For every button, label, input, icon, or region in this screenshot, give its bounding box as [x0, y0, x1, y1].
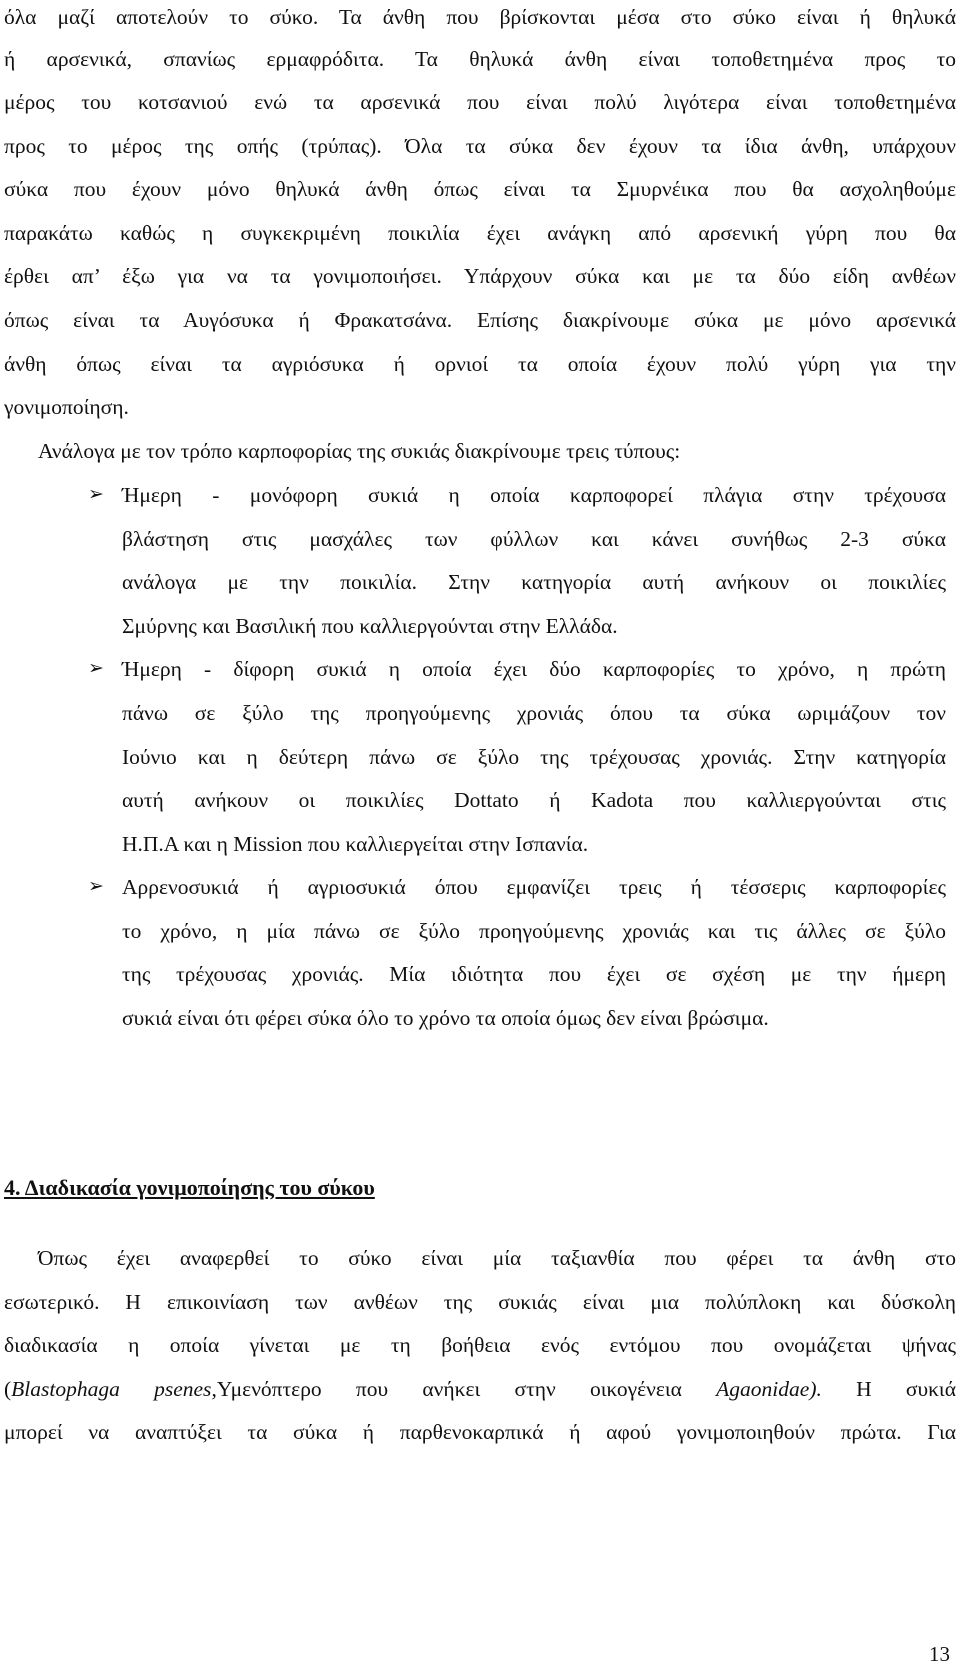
paragraph-text: ,Υμενόπτερο που ανήκει στην οικογένεια: [211, 1377, 717, 1401]
section-heading: 4. Διαδικασία γονιμοποίησης του σύκου: [4, 1175, 375, 1200]
page-number: 13: [929, 1642, 950, 1666]
paragraph-text: Η συκιά: [821, 1377, 956, 1401]
list-item-line: Σμύρνης και Βασιλική που καλλιεργούνται στην Ελλάδα.: [122, 614, 618, 638]
paragraph-line: σύκα που έχουν μόνο θηλυκά άνθη όπως είναι τα Σμυρνέικα που θα ασχοληθούμε: [4, 177, 956, 201]
list-item-line: βλάστηση στις μασχάλες των φύλλων και κάνει συνήθως 2-3 σύκα: [122, 527, 946, 551]
paragraph-line: άνθη όπως είναι τα αγριόσυκα ή ορνιοί τα οποία έχουν πολύ γύρη για την: [4, 352, 956, 376]
paragraph-line: όλα μαζί αποτελούν το σύκο. Τα άνθη που βρίσκονται μέσα στο σύκο είναι ή θηλυκά: [4, 5, 956, 29]
list-item-line: συκιά είναι ότι φέρει σύκα όλο το χρόνο τα οποία όμως δεν είναι βρώσιμα.: [122, 1006, 769, 1030]
paragraph-line: μέρος του κοτσανιού ενώ τα αρσενικά που είναι πολύ λιγότερα είναι τοποθετημένα: [4, 90, 956, 114]
arrow-bullet-icon: ➢: [88, 658, 104, 679]
arrow-bullet-icon: ➢: [88, 484, 104, 505]
list-item-line: Η.Π.Α και η Mission που καλλιεργείται στην Ισπανία.: [122, 832, 589, 856]
list-item-line: το χρόνο, η μία πάνω σε ξύλο προηγούμενης χρονιάς και τις άλλες σε ξύλο: [122, 919, 946, 943]
list-intro: Ανάλογα με τον τρόπο καρποφορίας της συκιάς διακρίνουμε τρεις τύπους:: [38, 439, 681, 463]
list-item-line: ανάλογα με την ποικιλία. Στην κατηγορία αυτή ανήκουν οι ποικιλίες: [122, 570, 946, 594]
paragraph-line: έρθει απ’ έξω για να τα γονιμοποιήσει. Υπάρχουν σύκα και με τα δύο είδη ανθέων: [4, 264, 956, 288]
paren-open: (: [4, 1377, 12, 1401]
paragraph-line: διαδικασία η οποία γίνεται με τη βοήθεια ενός εντόμου που ονομάζεται ψήνας: [4, 1333, 956, 1357]
paragraph-line: ή αρσενικά, σπανίως ερμαφρόδιτα. Τα θηλυκά άνθη είναι τοποθετημένα προς το: [4, 47, 956, 71]
paragraph-line: Όπως έχει αναφερθεί το σύκο είναι μία ταξιανθία που φέρει τα άνθη στο: [38, 1246, 956, 1270]
list-item-line: Ιούνιο και η δεύτερη πάνω σε ξύλο της τρέχουσας χρονιάς. Στην κατηγορία: [122, 745, 946, 769]
list-item-line: πάνω σε ξύλο της προηγούμενης χρονιάς όπου τα σύκα ωριμάζουν τον: [122, 701, 946, 725]
paragraph-line: όπως είναι τα Αυγόσυκα ή Φρακατσάνα. Επίσης διακρίνουμε σύκα με μόνο αρσενικά: [4, 308, 956, 332]
list-item-line: της τρέχουσας χρονιάς. Μία ιδιότητα που έχει σε σχέση με την ήμερη: [122, 962, 946, 986]
paragraph-line: εσωτερικό. Η επικοινίαση των ανθέων της συκιάς είναι μια πολύπλοκη και δύσκολη: [4, 1290, 956, 1314]
family-name: Agaonidae).: [716, 1377, 822, 1401]
paragraph-line: γονιμοποίηση.: [4, 395, 129, 419]
paragraph-line: παρακάτω καθώς η συγκεκριμένη ποικιλία έχει ανάγκη από αρσενική γύρη που θα: [4, 221, 956, 245]
arrow-bullet-icon: ➢: [88, 876, 104, 897]
list-item-line: αυτή ανήκουν οι ποικιλίες Dottato ή Kadota που καλλιεργούνται στις: [122, 788, 946, 812]
species-name: Blastophaga psenes: [11, 1377, 212, 1401]
paragraph-line: μπορεί να αναπτύξει τα σύκα ή παρθενοκαρπικά ή αφού γονιμοποιηθούν πρώτα. Για: [4, 1420, 956, 1444]
list-item-line: Ήμερη - μονόφορη συκιά η οποία καρποφορεί πλάγια στην τρέχουσα: [122, 483, 946, 507]
list-item-line: Ήμερη - δίφορη συκιά η οποία έχει δύο καρποφορίες το χρόνο, η πρώτη: [122, 657, 946, 681]
paragraph-line: προς το μέρος της οπής (τρύπας). Όλα τα σύκα δεν έχουν τα ίδια άνθη, υπάρχουν: [4, 134, 956, 158]
paragraph-line: [4, 1374, 956, 1404]
list-item-line: Αρρενοσυκιά ή αγριοσυκιά όπου εμφανίζει τρεις ή τέσσερις καρποφορίες: [122, 875, 946, 899]
